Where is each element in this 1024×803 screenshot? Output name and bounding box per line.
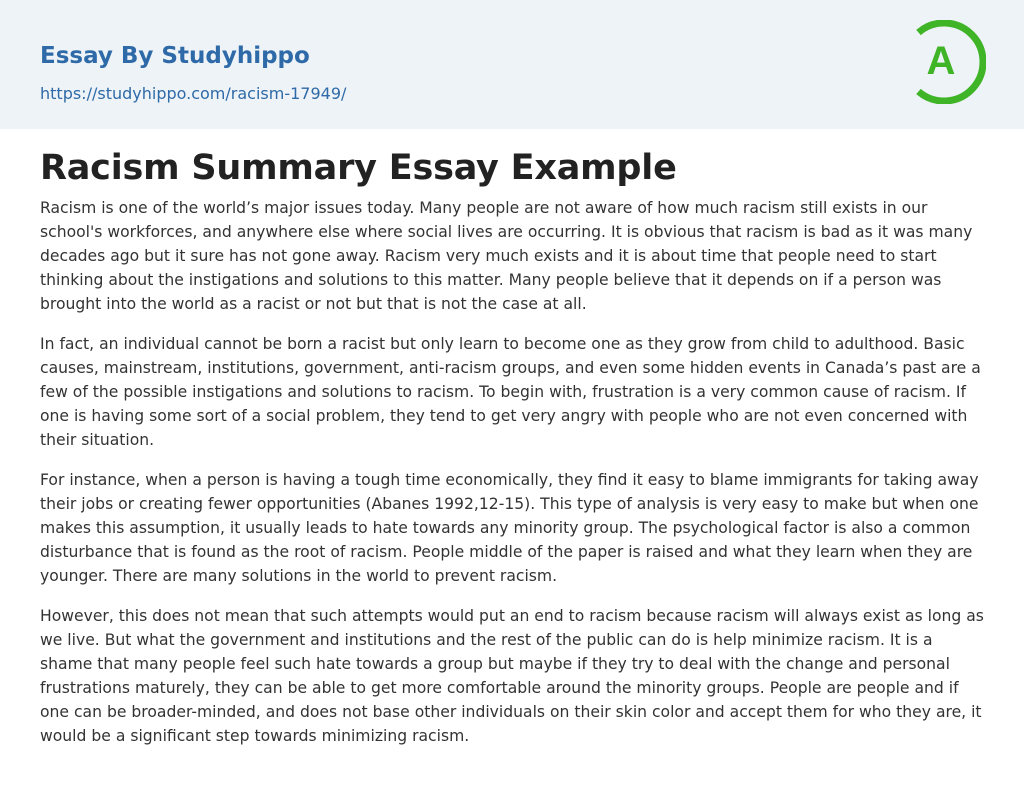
essay-title: Racism Summary Essay Example — [40, 148, 677, 188]
essay-url-link[interactable]: https://studyhippo.com/racism-17949/ — [40, 84, 347, 103]
essay-content — [40, 145, 984, 748]
essay-paragraph-4: However, this does not mean that such attempts would put an end to racism because racism will always exist as long as we live. But what the government and institutions and the rest of the public can do is help minimize racism. It is a shame that many people feel such hate towards a group but maybe if they try to deal with the change and personal frustrations maturely, they can be able to get more comfortable around the minority groups. People are people and if one can be broader-minded, and does not base other individuals on their skin color and accept them for who they are, it would be a significant step towards minimizing racism. — [40, 607, 984, 745]
essay-paragraph-1: Racism is one of the world’s major issues today. Many people are not aware of how much racism still exists in our school's workforces, and anywhere else where social lives are occurring. It is obvious that racism is bad as it was many decades ago but it sure has not gone away. Racism very much exists and it is about time that people need to start thinking about the instigations and solutions to this matter. Many people believe that it depends on if a person was brought into the world as a racist or not but that is not the case at all. — [40, 199, 973, 313]
site-brand: Essay By Studyhippo — [40, 43, 310, 69]
essay-paragraph-3: For instance, when a person is having a tough time economically, they find it easy to blame immigrants for taking away their jobs or creating fewer opportunities (Abanes 1992,12-15). This type of analysis is very easy to make but when one makes this assumption, it usually leads to hate towards any minority group. The psychological factor is also a common disturbance that is found as the root of racism. People middle of the paper is raised and what they learn when they are younger. There are many solutions in the world to prevent racism. — [40, 471, 979, 585]
site-header — [0, 0, 1024, 129]
essay-paragraph-2: In fact, an individual cannot be born a racist but only learn to become one as they grow from child to adulthood. Basic causes, mainstream, institutions, government, anti-racism groups, and even some hidden events in Canada’s past are a few of the possible instigations and solutions to racism. To begin with, frustration is a very common cause of racism. If one is having some sort of a social problem, they tend to get very angry with people who are not even concerned with their situation. — [40, 335, 981, 449]
studyhippo-logo-icon[interactable] — [912, 20, 986, 104]
logo-letter: A — [926, 39, 956, 83]
